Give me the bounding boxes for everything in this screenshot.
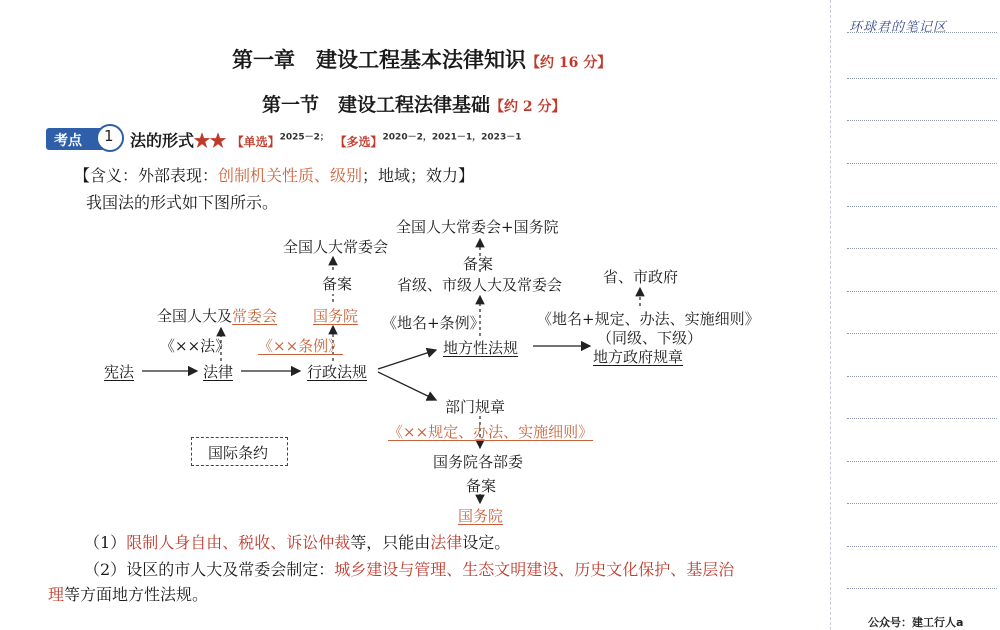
meaning-prefix: 【含义：外部表现：	[74, 166, 219, 185]
note-line	[847, 461, 997, 462]
state-council-2: 国务院	[458, 507, 504, 525]
note-line	[847, 120, 997, 121]
npc-plus-state-council: 全国人大常委会+国务院	[396, 218, 559, 236]
single-choice-years: 2025－2；	[279, 132, 329, 143]
note-1-end: 设定。	[462, 533, 511, 552]
single-choice-tag: 【单选】	[231, 135, 280, 149]
npc-and-committee-b: 常委会	[232, 307, 278, 325]
note-1-highlight-2: 法律	[430, 533, 463, 552]
chapter-score: 【约 16 分】	[526, 55, 612, 71]
same-lower-level-note: （同级、下级）	[597, 329, 703, 347]
section-score: 【约 2 分】	[490, 99, 566, 115]
meaning-suffix: ；地域；效力】	[362, 166, 475, 185]
provincial-city-npc: 省级、市级人大及常委会	[397, 276, 563, 294]
regulation-name-format: 《××条例》	[258, 337, 344, 355]
notes-panel-title: 环球君的笔记区	[849, 20, 948, 35]
note-line	[847, 376, 997, 377]
node-local-gov-rule: 地方政府规章	[593, 348, 684, 366]
npc-and-committee	[157, 305, 277, 326]
note-2-highlight-end: 理	[48, 585, 65, 604]
intro-text: 我国法的形式如下图所示。	[86, 193, 279, 212]
star-rating: ★★	[194, 131, 227, 150]
local-rule-format: 《地名+规定、办法、实施细则》	[537, 310, 760, 328]
law-name-format: 《××法》	[160, 337, 231, 355]
meaning-highlight: 创制机关性质、级别	[218, 166, 363, 185]
filing-label-1: 备案	[322, 275, 353, 293]
chapter-title-text: 第一章 建设工程基本法律知识	[232, 47, 526, 72]
note-line	[847, 291, 997, 292]
note-2-cont	[48, 582, 208, 605]
kaodian-title: 法的形式	[130, 131, 195, 150]
note-line	[847, 248, 997, 249]
note-line	[847, 588, 997, 589]
note-2-text: 设区的市人大及常委会制定：	[126, 560, 335, 579]
filing-label-2: 备案	[463, 255, 494, 273]
note-1-highlight: 限制人身自由、税收、诉讼仲裁	[126, 533, 351, 552]
node-local-regulation: 地方性法规	[443, 339, 519, 357]
note-1-num: （1）	[84, 533, 127, 552]
note-2-num: （2）	[84, 560, 127, 579]
multi-choice-years: 2020－2，2021－1，2023－1	[382, 132, 522, 143]
footer-watermark: 公众号：建工行人a	[868, 616, 964, 629]
note-2-end: 等方面地方性法规。	[64, 585, 209, 604]
note-line	[847, 333, 997, 334]
kaodian-number: 1	[104, 127, 114, 145]
note-2-highlight: 城乡建设与管理、生态文明建设、历史文化保护、基层治	[334, 560, 735, 579]
multi-choice-tag: 【多选】	[334, 135, 383, 149]
note-1-mid: 等，只能由	[350, 533, 431, 552]
filing-label-3: 备案	[466, 477, 497, 495]
provincial-city-government: 省、市政府	[603, 268, 679, 286]
note-1	[84, 530, 510, 553]
notes-panel[interactable]	[830, 0, 1000, 630]
kaodian-badge-label: 考点	[54, 133, 82, 149]
note-line	[847, 163, 997, 164]
npc-standing-committee: 全国人大常委会	[283, 238, 389, 256]
node-admin-regulation: 行政法规	[307, 363, 368, 381]
npc-and-committee-a: 全国人大及	[157, 307, 233, 325]
node-constitution: 宪法	[104, 363, 135, 381]
node-law: 法律	[203, 363, 234, 381]
note-line	[847, 206, 997, 207]
note-line	[847, 78, 997, 79]
local-regulation-format: 《地名+条例》	[382, 314, 485, 332]
note-line	[847, 32, 997, 33]
note-line	[847, 418, 997, 419]
note-line	[847, 503, 997, 504]
international-treaty: 国际条约	[208, 444, 269, 462]
state-council-1: 国务院	[313, 307, 359, 325]
section-title-text: 第一节 建设工程法律基础	[262, 94, 491, 116]
note-2	[84, 557, 734, 580]
ministries-commissions: 国务院各部委	[433, 453, 524, 471]
note-line	[847, 546, 997, 547]
node-ministry-rule: 部门规章	[445, 398, 506, 416]
ministry-rule-format: 《××规定、办法、实施细则》	[388, 423, 594, 441]
